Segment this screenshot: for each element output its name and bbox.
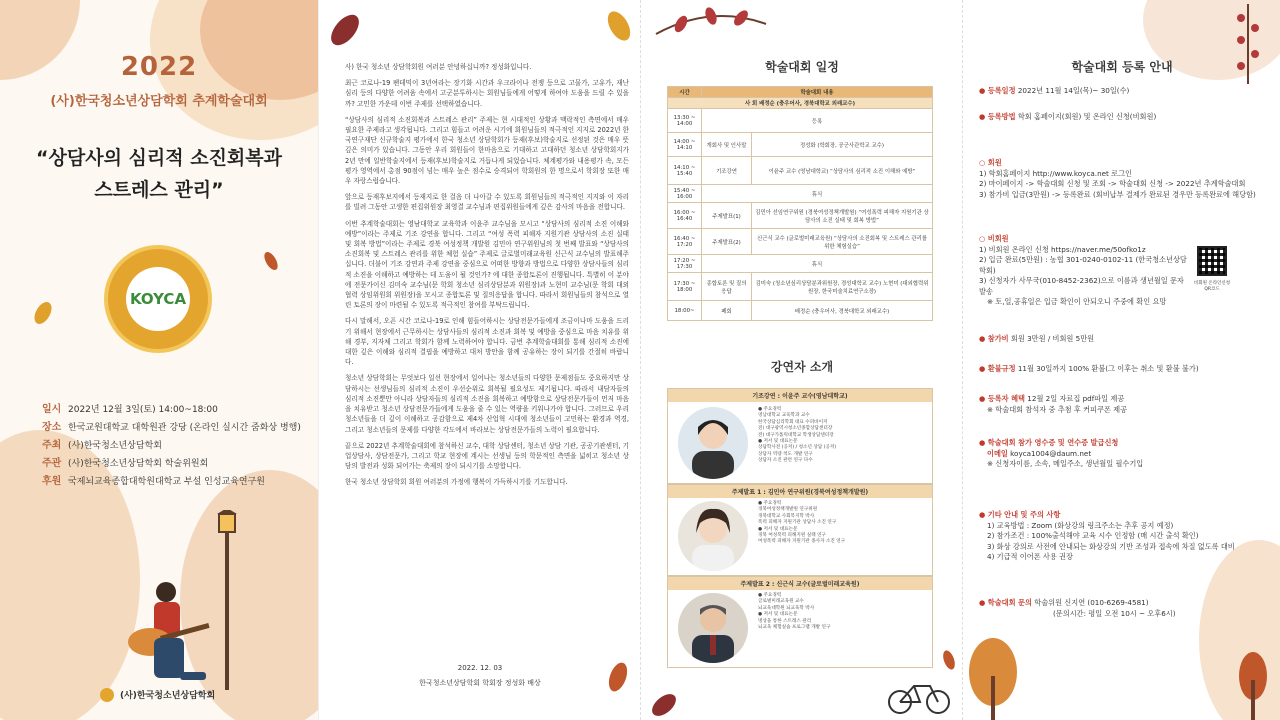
benefit-note: ※ 학술대회 참석자 중 추첨 후 커피쿠폰 제공 [987,404,1128,414]
table-cell: 김미숙 (청소년심리상담분과위원장, 경성대학교 교수) 노현미 (대외협력위원장, 한국미술치료연구소장) [752,273,933,301]
member-step: 3) 참가비 입금(3만원) -> 등록완료 (회비납부 결제가 완료된 경우만 등록완료에 해당함) [979,189,1256,199]
speaker-card [667,484,933,576]
letter-paragraph: 한국 청소년 상담학회 회원 여러분의 가정에 행복이 가득하시기를 기도합니다. [345,478,568,487]
table-row [668,109,933,133]
etc-item: 1) 교육방법 : Zoom (화상강의 링크주소는 추후 공지 예정) [987,520,1174,530]
info-key: 후원 [42,476,62,487]
info-value: 한국교원대학교 대학원관 강당 (온라인 실시간 줌화상 병행) [68,423,301,433]
table-cell: 주제발표(2) [702,229,752,255]
table-header: 시간 [668,87,702,98]
table-cell: 14:10 ~ 15:40 [668,157,702,185]
speaker-bio [758,501,928,546]
bio-line: 전) 대구광역시청소년종합상담센터장 [758,426,833,432]
speaker-photo [678,407,748,479]
table-cell: 13:30 ~ 14:00 [668,109,702,133]
footer-org-name: (사)한국청소년상담학회 [120,690,216,701]
bio-line: 경북여성정책개발원 연구위원 [758,507,818,513]
qr-caption: 비회원 온라인신청 QR코드 [1193,281,1231,292]
table-cell: 개회사 및 인사말 [702,133,752,157]
letter-paragraph: 청소년 상담학회는 무엇보다 일선 현장에서 일어나는 청소년들의 다양한 문제점들도 중요하지만 상담하시는 선생님들의 심리적 소진이 우선순위로 회복될 필요성도 제기됩니다. 따라서 내담자들의 심리적 소진뿐만 아니라 상담자들의 심리적 소진을 회복하고 예방함으로 상담전문가들이 먼저 마음을 치유받고 청소년 상담전문가들에게 도움을 줄 수 있는 역량을 키워나가야 합니다. 그러므로 우리 청소년들을 더 깊이 이해하고 공감함으로 제4차 산업혁 시대에 청소년들이 고민하는 환경과 역경, 그리고 청소년들의 문제를 다양한 각도에서 바라보는 상담전문가들의 노력이 필요합니다. [345,374,629,434]
speaker-bio [758,407,928,465]
schedule-table [667,86,933,321]
bullet-icon: ● [979,112,988,121]
bullet-icon: ● [979,364,988,373]
member-section [979,158,1269,200]
bullet-icon: ● [979,438,988,447]
autumn-leaf-icon [601,8,637,44]
autumn-leaf-icon [325,10,365,50]
speaker-card [667,576,933,668]
etc-item: 3) 화상 강의로 사전에 안내되는 화상강의 기반 조성과 접속에 차질 없도록 대비 [987,541,1235,551]
nonmember-step: 1) 비회원 온라인 신청 https://naver.me/50ofko1z [979,244,1146,254]
event-title [0,142,318,206]
registration-title: 학술대회 등록 안내 [1071,60,1173,74]
bio-line: ● 저서 및 대표논문 [758,612,798,618]
info-value: 국제뇌교육종합대학원대학교 부설 인성교육연구원 [68,477,265,487]
receipt-section [979,438,1269,470]
table-cell: 폐회 [702,301,752,321]
bio-line: 전) 대구가톨릭대학교 학생상담센터장 [758,432,834,438]
etc-section [979,510,1269,563]
benefit-row [979,394,1269,415]
bio-line: ● 주요경력 [758,407,782,412]
fee-label: 참가비 [987,334,1009,343]
table-row [668,203,933,229]
receipt-label: 학술대회 참가 영수증 및 연수증 발급신청 [987,438,1119,447]
speaker-card [667,388,933,484]
member-step: 1) 학회홈페이지 http://www.koyca.net 로그인 [979,168,1132,178]
autumn-leaf-icon [651,4,771,44]
event-org: (사)한국청소년상담학회 추계학술대회 [50,94,268,109]
bio-line: 상담자 소진 관련 연구 다수 [758,458,813,464]
tree-illustration [963,636,1023,720]
table-cell: 17:30 ~ 18:00 [668,273,702,301]
speaker-photo [678,593,748,663]
autumn-leaf-icon [647,690,681,720]
reg-date: 2022년 11월 14일(목)~ 30일(수) [1017,86,1130,95]
benefit-value: 12월 2일 자료집 pdf파일 제공 [1027,394,1125,403]
table-row [668,301,933,321]
bio-line: ● 저서 및 대표논문 [758,526,798,532]
refund-value: 11월 30일까지 100% 환불(그 이후는 취소 및 환불 불가) [1017,364,1199,373]
speaker-heading: 주제발표 1 : 김민아 연구위원(경북여성정책개발원) [668,485,932,498]
email-label: 이메일 [987,448,1008,458]
etc-item: 2) 참가조건 : 100%출석해야 교육 시수 인정함 (매 시간 출석 확인) [987,531,1199,540]
speaker-heading: 주제발표 2 : 신근식 교수(글로벌미래교육원) [668,577,932,590]
table-cell: 신근식 교수 (글로벌미래교육원) “상담사의 소진회복 및 스트레스 관리를 위한 체험실습” [752,229,933,255]
qr-code-icon[interactable] [1197,246,1227,276]
info-key: 주관 [42,458,62,469]
table-row [668,185,933,203]
table-cell: 정성화 (학회장, 공군사관학교 교수) [752,133,933,157]
benefit-label: 등록자 혜택 [987,394,1025,403]
society-logo [104,245,212,353]
bio-line: 상담학사전 (공저) / 청소년 상담 (공저) [758,445,837,451]
bio-line: 글로벌미래교육원 교수 [758,599,804,605]
letter-paragraph: 이번 추계학술대회는 영남대학교 교육학과 이윤주 교수님을 모시고 “상담사의 심리적 소진 이해와 예방”이라는 주제로 기조 강연을 합니다. 그리고 “여성 폭력 피해자 지원기관 상담사의 소진 실태 및 회복 방법”이라는 주제로 경북 여성정책 개발원 김민아 연구위원님의 첫 번째 발표와 “상담사의 소진회복 및 스트레스 관리를 위한 체험 실습” 주제로 글로벌미래교육원 신근식 교수님의 발표해주십니다. 더불어 기조 강연과 주제 강연을 중심으로 어떠한 방향과 방법으로 다양한 상담사들의 심리적 소진을 이해하고 예방하는 데 도움이 될 것인가? 에 대한 종합토론이 진행됩니다. 특별히 이 분야에 전문가이신 김미숙 교수님(문 학회 청소년 심리상담분과 위원장)과 노현미 교수님(문 학회 대외협력 상임위원회 위원장)을 모시고 종합토론 및 질의응답을 합니다. 따라서 회원님들의 참석으로 열린 토론의 장이 마련될 수 있도록 적극적인 참여를 부탁드립니다. [345,219,629,310]
info-row [42,454,208,469]
table-cell: 휴식 [702,185,933,203]
letter-paragraph: 끝으로 2022년 추계학술대회에 참석하신 교수, 대학 상담센터, 청소년 상담 기관, 공공기관센터, 기업상담사, 상담전문가, 그리고 학교 현장에 계시는 선생님 등의 학문적인 측면을 넓히고 청소년 상담의 발전과 성화 되어가는 축제의 장이 되시기를 소망합니다. [345,441,629,471]
fee-row [979,334,1269,345]
table-cell: 15:40 ~ 16:00 [668,185,702,203]
info-key: 일시 [42,404,62,415]
refund-row [979,364,1269,375]
host-row: 사 회 배정순 (충우어사, 경북대학교 외래교수) [668,98,933,109]
letter-paragraph: 다시 말해서, 오픈 시간 코로나-19로 인해 힘들어하시는 상담전문가들에게 조금이나마 도움을 드리기 위해서 현장에서 근무하시는 상담사들의 심리적 소진과 회복 및 예방을 중심으로 마음 치유를 위해 경부, 지자체 그리고 학회가 함께 노력하여야 합니다. 금번 추계학술대회를 통해 심리적 소진에 대한 깊은 이해와 심리적 결핍을 예방하고 대처 방안을 함께 공유하는 장이 되기를 간절히 바랍니다. [345,317,629,367]
info-key: 장소 [42,422,62,433]
speaker-photo [678,501,748,571]
nonmember-note: ※ 토,일,공휴일은 입금 확인이 안되오니 주중에 확인 요망 [987,297,1167,306]
info-row [42,400,218,415]
bullet-icon: ● [979,394,988,403]
table-cell: 주제발표(1) [702,203,752,229]
nonmember-label: 비회원 [987,234,1009,243]
contact-value: 학술위원 신지연 (010-6269-4581) [1034,598,1149,607]
table-row [668,133,933,157]
table-cell: 휴식 [702,255,933,273]
registration-panel [962,0,1280,720]
guitar-player-illustration [120,580,220,690]
table-cell: 김민아 선임연구위원 (경북여성정책개발원) “여성폭력 피해자 지원기관 상담사의 소진 실태 및 회복 방법” [752,203,933,229]
table-row [668,273,933,301]
info-row [42,436,162,451]
bio-line: ● 주요경력 [758,501,782,506]
reg-date-row [979,86,1269,97]
letter-paragraph: 최근 코로나-19 팬데믹이 3년여라는 장기화 시간과 우크라이나 전쟁 등으로 고물가, 고유가, 재난 심리 등의 다양한 어려움 속에서 고군분투하시는 회원님들에게 어떻게 하여야 도움을 드릴 수 있을까? 고민한 가운데 이번 주제를 선택하였습니다. [345,79,629,108]
member-label: 회원 [987,158,1002,167]
event-year: 2022 [120,52,198,82]
letter-paragraph: “상담사의 심리적 소진회복과 스트레스 관리” 주제는 현 시대적인 상황과 맥락적인 측면에서 매우 필요한 주제라고 생각됩니다. 그리고 힘들고 어려운 시기에 회원님들의 적극적인 지지로 2022년 한국연구재단 신규학술지 평가에서 한국 청소년 상담학회가 등재(후보)학술지로 선정된 것은 매우 뜻깊은 의미가 있습니다. 그동안 우리 회원들이 한마음으로 기대하고 고대하던 청소년 상담학회지가 2년 만에 일반학술지에서 등재(후보)학술지로 거듭나게 되었습니다. 체계평가와 내용평가 속, 모든 평가 영역에서 총점 90점이 넘는 매우 높은 점수로 승격되어 학회원의 한 명으로서 학회장 또한 매우 자랑스럽습니다. [345,115,629,186]
logo-text: KOYCA [126,267,190,331]
table-row [668,98,933,109]
table-cell: 16:40 ~ 17:20 [668,229,702,255]
info-row [42,472,265,487]
fee-value: 회원 3만원 / 비회원 5만원 [1010,334,1095,343]
nonmember-step: 3) 신청자가 사무국(010-8452-2362)으로 이름과 생년월일 문자 발송 [979,276,1184,296]
autumn-leaf-icon [260,250,282,272]
table-cell: 기조강연 [702,157,752,185]
tree-illustration [1233,650,1273,720]
event-title-line1: “상담사의 심리적 소진회복과 [36,147,282,169]
reg-method-label: 등록방법 [987,112,1016,121]
greeting-letter [345,62,629,494]
speaker-bio [758,593,928,631]
email-link[interactable]: koyca1004@daum.net [1010,448,1092,458]
bullet-icon: ● [979,598,988,607]
bio-line: 경북대학교 사회복지학 박사 [758,513,815,519]
bullet-icon: ● [979,510,988,519]
bio-line: 한국상담심리학회 대표 수퍼바이저 [758,419,828,425]
bullet-icon: ● [979,86,988,95]
table-cell: 등록 [702,109,933,133]
table-row [668,229,933,255]
cover-panel [0,0,318,720]
speakers-title: 강연자 소개 [770,360,834,374]
info-value: (사)한국청소년상담학회 학술위원회 [68,459,209,469]
footer-org [100,688,215,703]
contact-label: 학술대회 문의 [987,598,1032,607]
info-value: 2022년 12월 3일(토) 14:00~18:00 [68,405,218,415]
reg-method-row [979,112,1269,123]
letter-signature: 한국청소년상담학회 학회장 정성화 배상 [419,679,541,687]
bio-line: 영남대학교 교육학과 교수 [758,413,810,419]
bio-line: 폭력 피해자 지원기관 상담사 소진 연구 [758,520,837,526]
letter-date: 2022. 12. 03 [457,664,503,672]
autumn-leaf-icon [30,300,56,326]
bio-line: ● 주요경력 [758,593,782,598]
bio-line: 경북 여성폭력 피해지원 실태 연구 [758,533,826,539]
member-step: 2) 마이페이지 -> 학술대회 신청 및 조회 -> 학술대회 신청 -> 2022년 추계학술대회 [979,179,1246,188]
contact-hours: (문의시간: 평일 오전 10시 ~ 오후6시) [1053,608,1176,618]
autumn-leaf-icon [937,648,961,672]
table-header: 학술대회 내용 [702,87,933,98]
nonmember-section [979,234,1189,308]
circle-icon: ○ [979,234,988,243]
footer-logo-icon [100,688,114,702]
bio-line: 여성폭력 피해자 지원기관 종사자 소진 연구 [758,539,846,545]
nonmember-step: 2) 입금 완료(5만원) : 농협 301-0240-0102-11 (한국청소년상담학회) [979,255,1187,275]
info-value: (사)한국청소년상담학회 [68,441,162,451]
bicycle-illustration [886,676,952,716]
speaker-heading: 기조강연 : 이윤주 교수(영남대학교) [668,389,932,402]
reg-method: 학회 홈페이지(회원) 및 온라인 신청(비회원) [1017,112,1157,121]
bullet-icon: ● [979,334,988,343]
etc-label: 기타 안내 및 주의 사항 [987,510,1061,519]
schedule-title: 학술대회 일정 [765,60,839,74]
refund-label: 환불규정 [987,364,1016,373]
info-key: 주최 [42,440,62,451]
table-row [668,157,933,185]
table-cell: 이윤주 교수 (영남대학교) “상담사의 심리적 소진 이해와 예방” [752,157,933,185]
reg-date-label: 등록일정 [987,86,1016,95]
bio-line: 상담자 역량 척도 개발 연구 [758,451,813,457]
etc-item: 4) 기급적 이어폰 사용 권장 [987,552,1073,561]
letter-paragraph: 사) 한국 청소년 상담학회원 여러분 안녕하십니까? 정성화입니다. [345,63,532,71]
table-cell: 배정순 (충우어사, 경북대학교 외래교수) [752,301,933,321]
greeting-letter-panel [318,0,640,720]
bio-line: ● 저서 및 대표논문 [758,439,798,445]
table-cell: 14:00 ~ 14:10 [668,133,702,157]
table-cell: 17:20 ~ 17:30 [668,255,702,273]
bio-line: 뇌교육대학원 뇌교육학 박사 [758,605,815,611]
table-row [668,255,933,273]
table-cell: 18:00~ [668,301,702,321]
info-row [42,418,301,433]
table-cell: 종합토론 및 질의응답 [702,273,752,301]
receipt-note: ※ 신청자이름, 소속, 메일주소, 생년월일 필수기입 [987,459,1144,468]
table-cell: 16:00 ~ 16:40 [668,203,702,229]
letter-paragraph: 앞으로 등재후보지에서 등재지로 한 걸음 더 나아갈 수 있도록 회원님들의 적극적인 지지와 이 자리를 빌려 그동안 고생한 편집위원장 최영결 교수님과 편집위원들에게 깊은 감사의 마음을 전합니다. [345,193,629,212]
event-title-line2: 스트레스 관리” [94,179,224,201]
table-header-row [668,87,933,98]
circle-icon: ○ [979,158,988,167]
bio-line: 명상을 통한 스트레스 관리 [758,618,812,624]
bio-line: 뇌교육 체험실습 프로그램 개발 연구 [758,625,831,631]
schedule-panel [640,0,962,720]
